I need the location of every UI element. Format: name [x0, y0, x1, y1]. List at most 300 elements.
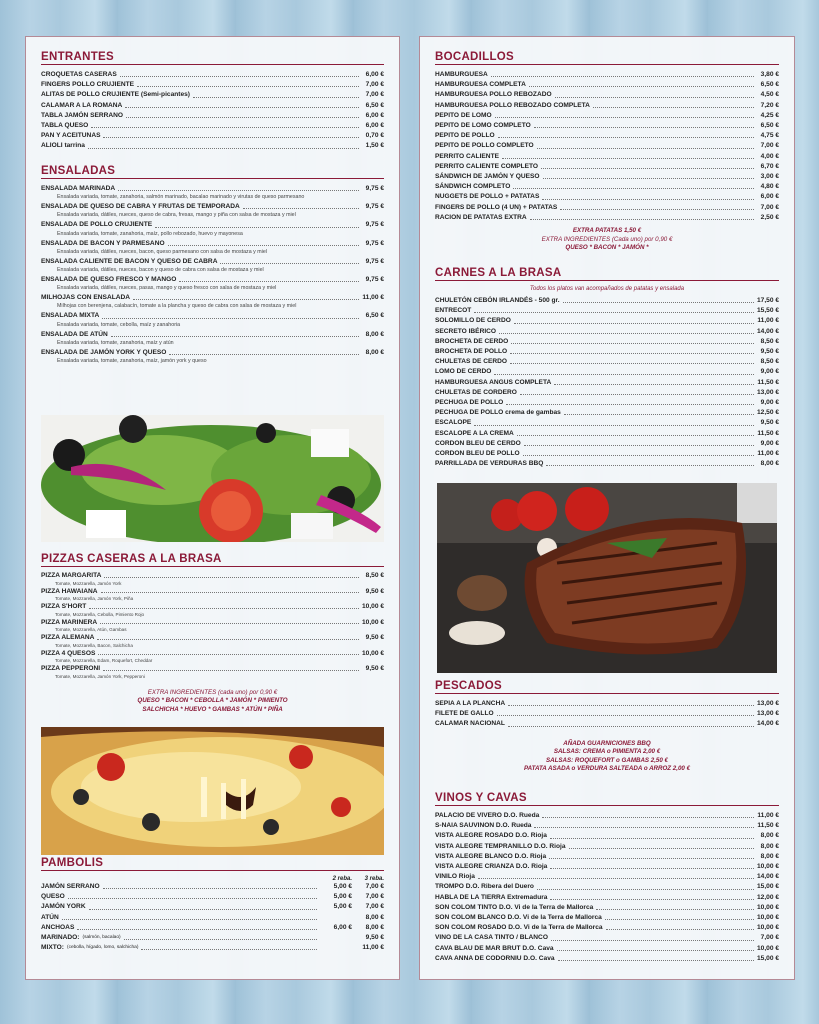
price-3-reba: 11,00 €: [362, 944, 384, 952]
item-price: 3,00 €: [760, 173, 779, 181]
item-price: 2,50 €: [760, 213, 779, 221]
item-name: PARRILLADA DE VERDURAS BBQ: [435, 460, 544, 468]
item-name: PAN Y ACEITUNAS: [41, 132, 101, 140]
bocadillos-extra-note: EXTRA INGREDIENTES (Cada uno) por 0,90 €: [541, 235, 673, 243]
item-price: 11,00 €: [757, 812, 779, 819]
dot-leader: [126, 117, 359, 118]
price-2-reba: 6,00 €: [333, 923, 352, 931]
menu-item: [435, 862, 779, 872]
dot-leader: [89, 608, 359, 609]
item-name: HABLA DE LA TIERRA Extremadura: [435, 893, 548, 901]
item-price: 14,00 €: [757, 720, 779, 728]
menu-item: [41, 141, 384, 151]
item-price: 8,00 €: [760, 852, 779, 860]
item-price: 7,00 €: [365, 91, 384, 99]
dot-leader: [68, 898, 317, 899]
ensaladas-section: [41, 165, 384, 366]
item-name: CAVA BLAU DE MAR BRUT D.O. Cava: [435, 944, 554, 952]
item-description: Tomate, Mozzarella, Atún, Gambas: [55, 627, 127, 632]
dot-leader: [537, 889, 754, 890]
item-name: ENSALADA DE ATÚN: [41, 330, 108, 338]
menu-item: [41, 619, 384, 628]
menu-item: [435, 141, 779, 151]
dot-leader: [101, 592, 359, 593]
menu-item: [41, 184, 384, 194]
item-name: HAMBURGUESA POLLO REBOZADO COMPLETA: [435, 101, 590, 109]
menu-item: [435, 337, 779, 347]
menu-item: [435, 439, 779, 449]
menu-item: [41, 634, 384, 643]
item-name: PEPITO DE POLLO: [435, 132, 495, 140]
item-name: BROCHETA DE POLLO: [435, 348, 508, 356]
dot-leader: [502, 158, 754, 159]
column-header: 2 reba.: [332, 876, 352, 882]
item-name: QUESO: [41, 893, 65, 901]
item-price: 8,00 €: [760, 460, 779, 468]
item-price: 9,75 €: [365, 239, 384, 247]
pizza-photo: [41, 727, 384, 855]
item-name: JAMÓN SERRANO: [41, 883, 100, 890]
item-description: Tomate, Mozzarella, Edam, Roquefort, Cheddar: [55, 658, 153, 663]
dot-leader: [549, 858, 754, 859]
garnish-note: AÑADA GUARNICIONES BBQ: [563, 739, 651, 747]
dot-leader: [168, 245, 359, 246]
item-price: 7,00 €: [760, 142, 779, 150]
item-name: SON COLOM BLANCO D.O. Vi de la Terra de Mallorca: [435, 914, 602, 922]
menu-item: [41, 650, 384, 659]
item-name: PIZZA MARINERA: [41, 618, 98, 626]
item-price: 7,00 €: [365, 81, 384, 89]
item-price: 10,00 €: [757, 944, 779, 952]
dot-leader: [560, 209, 754, 210]
item-price: 15,50 €: [757, 307, 779, 315]
item-price: 10,00 €: [362, 649, 384, 657]
item-price: 13,00 €: [757, 700, 779, 707]
dot-leader: [220, 263, 359, 264]
item-name: S-NAIA SAUVINON D.O. Rueda: [435, 822, 532, 830]
item-name: FINGERS DE POLLO (4 UN) + PATATAS: [435, 203, 558, 211]
dot-leader: [524, 445, 754, 446]
dot-leader: [77, 929, 317, 930]
item-price: 9,50 €: [365, 634, 384, 641]
item-name: ALITAS DE POLLO CRUJIENTE (Semi-picantes): [41, 91, 190, 99]
menu-item: [435, 852, 779, 862]
section-title: CARNES A LA BRASA: [435, 267, 779, 281]
dot-leader: [141, 949, 317, 950]
menu-item: [41, 257, 384, 267]
section-title: ENTRANTES: [41, 51, 384, 65]
menu-item: [435, 709, 779, 719]
item-name: CAVA ANNA DE CODORNIU D.O. Cava: [435, 954, 555, 962]
steak-photo: [437, 483, 777, 673]
dot-leader: [62, 919, 317, 920]
menu-item: [41, 923, 384, 933]
menu-item: [435, 388, 779, 398]
item-price: 7,00 €: [760, 934, 779, 942]
item-name: ENTRECOT: [435, 307, 472, 315]
dot-leader: [497, 715, 754, 716]
dot-leader: [534, 127, 754, 128]
item-description: Ensalada variada, dátiles, nueces, bacon y queso de cabra con salsa de mostaza y miel: [57, 267, 264, 274]
carnes-section: [435, 267, 779, 469]
menu-item: [435, 121, 779, 131]
price-3-reba: 7,00 €: [365, 893, 384, 901]
section-title: VINOS Y CAVAS: [435, 792, 779, 806]
item-name: SÁNDWICH DE JAMÓN Y QUESO: [435, 173, 540, 181]
menu-item: [41, 70, 384, 80]
item-price: 8,50 €: [760, 358, 779, 366]
menu-item: [435, 316, 779, 326]
item-name: CHULETAS DE CORDERO: [435, 388, 517, 396]
item-name: PIZZA MARGARITA: [41, 572, 102, 579]
menu-item: [41, 588, 384, 597]
item-name: CHULETAS DE CERDO: [435, 358, 508, 366]
menu-item: [435, 944, 779, 954]
dot-leader: [104, 577, 359, 578]
dot-leader: [530, 219, 754, 220]
item-name: SOLOMILLO DE CERDO: [435, 317, 511, 325]
dot-leader: [88, 148, 359, 149]
price-2-reba: 5,00 €: [333, 883, 352, 890]
item-price: 6,00 €: [760, 193, 779, 201]
item-price: 14,00 €: [757, 327, 779, 335]
menu-item: [435, 192, 779, 202]
item-name: MILHOJAS CON ENSALADA: [41, 294, 131, 302]
item-description: Ensalada variada, tomate, cebolla, maíz y zanahoria: [57, 321, 181, 328]
dot-leader: [555, 97, 754, 98]
item-price: 9,75 €: [365, 276, 384, 284]
price-3-reba: 8,00 €: [365, 923, 384, 931]
item-price: 10,00 €: [757, 863, 779, 871]
item-name: CALAMAR A LA ROMANA: [41, 101, 123, 109]
salad-photo: [41, 415, 384, 542]
item-name: PIZZA PEPPERONI: [41, 665, 101, 672]
menu-item: [435, 131, 779, 141]
menu-item: [435, 398, 779, 408]
menu-item: [435, 429, 779, 439]
dot-leader: [98, 654, 359, 655]
dot-leader: [491, 76, 754, 77]
dot-leader: [499, 333, 754, 334]
menu-item: [41, 913, 384, 923]
dot-leader: [102, 318, 359, 319]
menu-item: [435, 101, 779, 111]
menu-item: [435, 378, 779, 388]
dot-leader: [137, 86, 359, 87]
item-name: VISTA ALEGRE CRIANZA D.O. Rioja: [435, 863, 548, 871]
item-description: Ensalada variada, dátiles, nueces, pasas, mango y queso fresco con salsa de mostaza y miel: [57, 285, 277, 292]
item-price: 8,50 €: [760, 337, 779, 345]
item-name: VINO DE LA CASA TINTO / BLANCO: [435, 934, 548, 942]
item-description: Tomate, Mozzarella, Jamón York, Pepperoni: [55, 673, 145, 679]
dot-leader: [100, 623, 359, 624]
dot-leader: [103, 670, 359, 671]
item-price: 11,50 €: [757, 378, 779, 386]
vinos-section: [435, 792, 779, 964]
item-price: 7,00 €: [760, 203, 779, 211]
dot-leader: [243, 208, 359, 209]
menu-item: [435, 327, 779, 337]
item-name: HAMBURGUESA POLLO REBOZADO: [435, 91, 552, 99]
menu-item: [435, 152, 779, 162]
dot-leader: [596, 909, 754, 910]
item-name: PERRITO CALIENTE: [435, 152, 499, 160]
item-price: 17,50 €: [757, 297, 779, 304]
dot-leader: [193, 97, 359, 98]
item-price: 11,00 €: [362, 294, 384, 302]
menu-item: [435, 90, 779, 100]
menu-item: [435, 872, 779, 882]
dot-leader: [508, 726, 754, 727]
item-price: 8,50 €: [365, 572, 384, 579]
dot-leader: [513, 188, 754, 189]
item-name: CORDON BLEU DE CERDO: [435, 439, 521, 447]
item-description: Ensalada variada, tomate, zanahoria, maíz, pollo rebozado, huevo y mayonesa: [57, 230, 243, 237]
item-name: SÁNDWICH COMPLETO: [435, 183, 511, 191]
menu-item: [41, 220, 384, 230]
menu-item: [41, 572, 384, 581]
dot-leader: [508, 705, 754, 706]
menu-item: [435, 347, 779, 357]
item-price: 13,00 €: [757, 388, 779, 396]
item-name: PECHUGA DE POLLO: [435, 399, 504, 407]
item-price: 9,50 €: [760, 419, 779, 427]
item-name: ENSALADA DE BACON Y PARMESANO: [41, 239, 165, 247]
menu-item: [41, 348, 384, 358]
item-name: ESCALOPE: [435, 419, 472, 427]
item-name: RACION DE PATATAS EXTRA: [435, 213, 527, 221]
dot-leader: [103, 137, 359, 138]
menu-item: [435, 70, 779, 80]
dot-leader: [511, 343, 754, 344]
item-name: ENSALADA MIXTA: [41, 312, 100, 320]
item-name: PIZZA 4 QUESOS: [41, 649, 96, 657]
item-price: 9,75 €: [365, 203, 384, 211]
dot-leader: [537, 148, 754, 149]
item-name: ENSALADA DE QUESO DE CABRA Y FRUTAS DE TEMPORADA: [41, 203, 240, 211]
price-2-reba: 5,00 €: [333, 893, 352, 901]
dot-leader: [554, 384, 754, 385]
item-price: 11,00 €: [757, 450, 779, 458]
entrantes-section: [41, 51, 384, 152]
dot-leader: [557, 950, 754, 951]
item-price: 13,00 €: [757, 710, 779, 718]
item-price: 6,50 €: [365, 101, 384, 109]
dot-leader: [118, 190, 359, 191]
item-description: Ensalada variada, tomate, zanahoria, maíz, jamón york y queso: [57, 358, 207, 365]
menu-item: [41, 202, 384, 212]
item-name: ENSALADA MARINADA: [41, 185, 116, 192]
sauce-note: SALSAS: CREMA o PIMIENTA 2,00 €: [553, 748, 661, 756]
dot-leader: [517, 435, 754, 436]
dot-leader: [478, 878, 754, 879]
dot-leader: [550, 899, 754, 900]
item-name: ENSALADA DE POLLO CRUJIENTE: [41, 221, 153, 229]
item-name: JAMÓN YORK: [41, 903, 86, 911]
item-name: PALACIO DE VIVERO D.O. Rueda: [435, 812, 540, 819]
section-title: BOCADILLOS: [435, 51, 779, 65]
dot-leader: [529, 86, 754, 87]
item-name: PIZZA S'HORT: [41, 603, 87, 610]
dot-leader: [523, 455, 754, 456]
dot-leader: [510, 363, 754, 364]
item-price: 12,00 €: [757, 893, 779, 901]
item-price: 6,50 €: [365, 312, 384, 320]
pizzas-section: [41, 553, 384, 714]
menu-item: [435, 954, 779, 964]
item-price: 6,00 €: [365, 111, 384, 119]
dot-leader: [593, 107, 754, 108]
item-name: PEPITO DE LOMO: [435, 111, 492, 119]
menu-item: [435, 933, 779, 943]
dot-leader: [474, 312, 754, 313]
item-name: PECHUGA DE POLLO crema de gambas: [435, 409, 561, 417]
dot-leader: [510, 353, 754, 354]
dot-leader: [179, 281, 359, 282]
pizza-extra-note: EXTRA INGREDIENTES (cada uno) por 0,90 €: [147, 688, 278, 696]
menu-item: [41, 603, 384, 612]
dot-leader: [495, 117, 754, 118]
item-price: 6,00 €: [365, 71, 384, 78]
item-name: LOMO DE CERDO: [435, 368, 492, 376]
item-name: SON COLOM TINTO D.O. Vi de la Terra de Mallorca: [435, 903, 594, 911]
item-price: 9,50 €: [760, 348, 779, 356]
item-description: Tomate, Mozzarella, Jamón York, Piña: [55, 596, 134, 601]
pizza-extra-list: SALCHICHA * HUEVO * GAMBAS * ATÚN * PIÑA: [142, 705, 283, 713]
item-description: (cebolla, hígado, lomo, salchicha): [66, 945, 139, 951]
menu-item: [435, 811, 779, 821]
dot-leader: [498, 137, 754, 138]
dot-leader: [542, 199, 754, 200]
menu-item: [435, 903, 779, 913]
pescados-section: [435, 680, 779, 774]
menu-item: [435, 408, 779, 418]
menu-item: [435, 213, 779, 223]
dot-leader: [550, 838, 754, 839]
menu-item: [435, 821, 779, 831]
item-name: HAMBURGUESA COMPLETA: [435, 81, 526, 89]
dot-leader: [542, 817, 754, 818]
item-name: VINILO Rioja: [435, 873, 475, 881]
bocadillos-extra-note: EXTRA PATATAS 1,50 €: [572, 227, 642, 235]
menu-item: [435, 296, 779, 306]
pizza-extra-list: QUESO * BACON * CEBOLLA * JAMÓN * PIMIENTO: [137, 697, 288, 704]
dot-leader: [103, 888, 317, 889]
dot-leader: [605, 919, 754, 920]
item-price: 9,00 €: [760, 368, 779, 376]
item-price: 4,50 €: [760, 91, 779, 99]
menu-item: [435, 913, 779, 923]
dot-leader: [558, 960, 754, 961]
item-price: 8,00 €: [365, 348, 384, 356]
item-price: 4,80 €: [760, 183, 779, 191]
menu-item: [41, 80, 384, 90]
dot-leader: [506, 404, 754, 405]
item-name: PIZZA HAWAIANA: [41, 587, 98, 595]
item-price: 9,75 €: [365, 185, 384, 192]
item-name: CHULETÓN CEBÓN IRLANDÉS - 500 gr.: [435, 297, 560, 304]
item-price: 3,80 €: [760, 71, 779, 78]
dot-leader: [520, 394, 754, 395]
price-3-reba: 8,00 €: [365, 913, 384, 921]
item-price: 9,00 €: [760, 439, 779, 447]
item-price: 6,50 €: [760, 122, 779, 130]
item-name: PIZZA ALEMANA: [41, 634, 95, 641]
dot-leader: [563, 302, 754, 303]
item-name: CALAMAR NACIONAL: [435, 720, 505, 728]
dot-leader: [111, 336, 359, 337]
menu-item: [435, 893, 779, 903]
menu-item: [435, 172, 779, 182]
item-price: 10,00 €: [757, 924, 779, 932]
item-name: VISTA ALEGRE BLANCO D.O. Rioja: [435, 852, 547, 860]
menu-item: [41, 665, 384, 674]
item-description: Ensalada variada, tomate, zanahoria, salmón marinado, bacalao marinado y virutas de queso parmesano: [57, 194, 305, 201]
item-description: Tomate, Mozzarella, Jamón York: [55, 580, 122, 586]
item-price: 14,00 €: [757, 873, 779, 881]
item-price: 15,00 €: [757, 883, 779, 891]
section-title: PAMBOLIS: [41, 857, 384, 871]
item-name: TABLA JAMÓN SERRANO: [41, 111, 124, 119]
item-price: 9,50 €: [365, 665, 384, 672]
item-price: 7,20 €: [760, 101, 779, 109]
item-description: Tomate, Mozzarella, Cebolla, Pimiento Rojo: [55, 611, 145, 617]
menu-item: [435, 459, 779, 469]
dot-leader: [569, 848, 754, 849]
dot-leader: [120, 76, 359, 77]
item-name: NUGGETS DE POLLO + PATATAS: [435, 193, 540, 201]
item-name: FINGERS POLLO CRUJIENTE: [41, 81, 135, 89]
item-description: Ensalada variada, dátiles, nueces, queso de cabra, fresas, mango y piña con salsa de mostaza y miel: [57, 212, 296, 219]
item-name: FILETE DE GALLO: [435, 710, 494, 718]
item-name: PEPITO DE LOMO COMPLETO: [435, 122, 531, 130]
left-menu-panel: [25, 36, 400, 980]
dot-leader: [543, 178, 754, 179]
item-price: 11,50 €: [757, 429, 779, 437]
menu-item: [41, 902, 384, 912]
menu-item: [435, 923, 779, 933]
menu-item: [41, 275, 384, 285]
item-price: 4,00 €: [760, 152, 779, 160]
section-title: ENSALADAS: [41, 165, 384, 179]
menu-item: [41, 293, 384, 303]
item-name: SECRETO IBÉRICO: [435, 327, 497, 335]
item-name: ENSALADA DE JAMÓN YORK Y QUESO: [41, 348, 167, 356]
menu-item: [435, 357, 779, 367]
item-description: (salmón, bacalao): [82, 935, 121, 941]
item-name: ENSALADA CALIENTE DE BACON Y QUESO DE CABRA: [41, 257, 218, 265]
dot-leader: [514, 323, 754, 324]
menu-item: [435, 203, 779, 213]
menu-item: [435, 80, 779, 90]
item-description: Milhojas con berenjena, calabacín, tomate a la plancha y queso de cabra con salsa de mostaza y miel: [57, 303, 297, 310]
item-name: SON COLOM ROSADO D.O. Vi de la Terra de Mallorca: [435, 924, 603, 932]
menu-item: [41, 882, 384, 892]
right-menu-panel: [419, 36, 795, 980]
column-header: 3 reba.: [364, 876, 384, 882]
item-name: MARINADO:: [41, 934, 80, 942]
item-description: Ensalada variada, tomate, zanahoria, maíz y atún: [57, 339, 174, 346]
menu-item: [41, 330, 384, 340]
menu-item: [435, 449, 779, 459]
item-name: MIXTO:: [41, 944, 64, 952]
section-title: PIZZAS CASERAS A LA BRASA: [41, 553, 384, 567]
item-name: TROMPO D.O. Ribera del Duero: [435, 883, 534, 891]
menu-item: [435, 882, 779, 892]
section-title: PESCADOS: [435, 680, 779, 694]
menu-item: [435, 111, 779, 121]
item-price: 10,00 €: [757, 903, 779, 911]
